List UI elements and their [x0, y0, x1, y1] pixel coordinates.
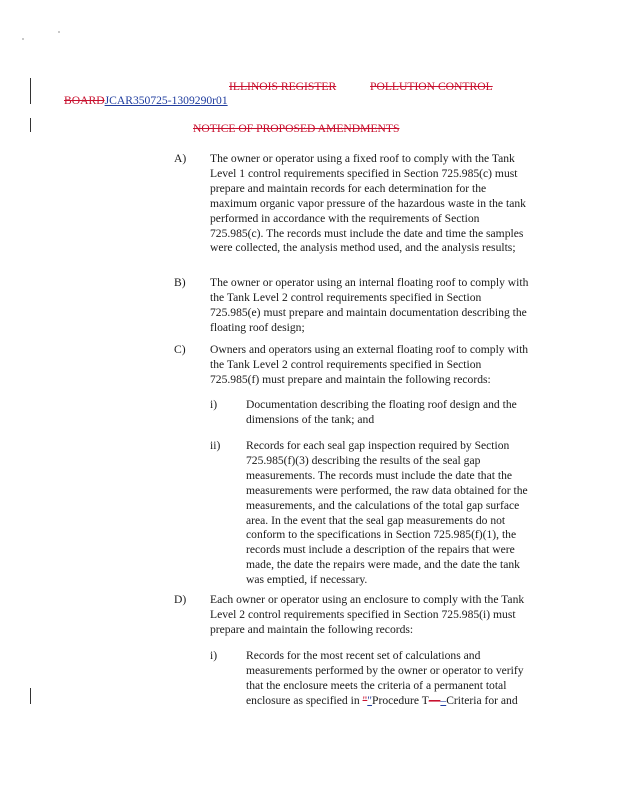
scan-speck	[58, 31, 60, 33]
subitem-text: Records for the most recent set of calculations and measurements performed by the owner or operator to verify that the enclosure meets the criteria of a permanent total enclosure as specified in ""Procedure T—–Criteria for and	[246, 649, 524, 707]
subitem-label: i)	[210, 398, 218, 411]
deleted-dash: —	[428, 693, 441, 707]
scan-speck	[22, 38, 24, 40]
inserted-quote: "	[367, 693, 373, 707]
item-text: Each owner or operator using an enclosure to comply with the Tank Level 2 control requirements specified in Section 725.985(i) must prepare and maintain the following records:	[210, 593, 525, 636]
item-text: Owners and operators using an external floating roof to comply with the Tank Level 2 control requirements specified in Section 725.985(f) must prepare and maintain the following records:	[210, 343, 529, 386]
item-label: B)	[174, 276, 186, 289]
register-title: ILLINOIS REGISTER	[229, 80, 337, 93]
subitem-text: Records for each seal gap inspection required by Section 725.985(f)(3) describing the results of the seal gap measurements. The records must include the date that the measurements were performed, the raw data obtained for the measurements, and the calculations of the total gap surface area. In the event that the seal gap measurements do not conform to the specifications in Section 725.985(f)(1), the records must include a description of the repairs that were made, the date the repairs were made, and the date the tank was emptied, if necessary.	[246, 439, 528, 587]
deleted-quote: "	[362, 693, 368, 707]
item-text: The owner or operator using an internal floating roof to comply with the Tank Level 2 control requirements specified in Section 725.985(e) must prepare and maintain documentation describing the floating roof design;	[210, 276, 529, 334]
agency-header-cont	[64, 94, 228, 107]
item-label: C)	[174, 343, 186, 356]
agency-name-cont: BOARD	[64, 94, 105, 107]
change-bar	[30, 118, 31, 132]
item-label: D)	[174, 593, 187, 606]
jcar-code: JCAR350725-1309290r01	[104, 94, 228, 107]
notice-heading: NOTICE OF PROPOSED AMENDMENTS	[193, 122, 400, 135]
item-label: A)	[174, 152, 187, 165]
item-text: The owner or operator using a fixed roof to comply with the Tank Level 1 control requirements specified in Section 725.985(c) must prepare and maintain records for each determination for the maximum organic vapor pressure of the hazardous waste in the tank performed in accordance with the requirements of Section 725.985(c). The records must include the date and time the samples were collected, the analysis method used, and the analysis results;	[210, 152, 526, 255]
subitem-label: ii)	[210, 439, 221, 452]
inserted-dash: –	[440, 693, 447, 707]
change-bar	[30, 78, 31, 104]
change-bar	[30, 688, 31, 704]
subitem-label: i)	[210, 649, 218, 662]
subitem-text: Documentation describing the floating roof design and the dimensions of the tank; and	[246, 398, 517, 426]
register-header	[229, 80, 336, 93]
agency-header	[370, 80, 493, 93]
agency-name: POLLUTION CONTROL	[370, 80, 493, 93]
